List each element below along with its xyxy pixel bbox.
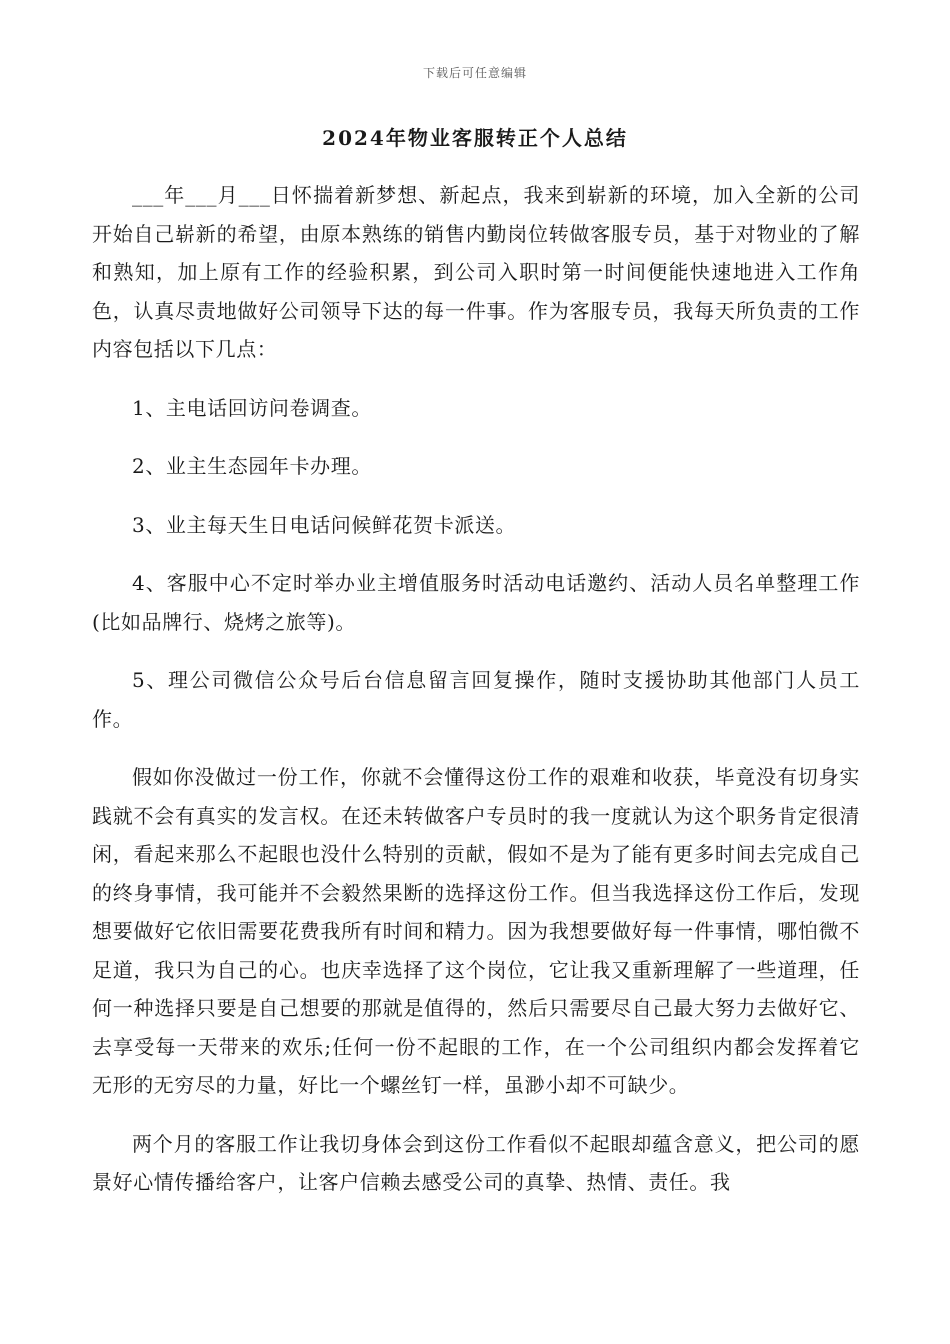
list-item-1: 1、主电话回访问卷调查。 (132, 395, 372, 420)
document-body (92, 176, 860, 1202)
header-note: 下载后可任意编辑 (422, 66, 527, 80)
list-item-2: 2、业主生态园年卡办理。 (132, 454, 372, 478)
paragraph-intro: ___年___月___日怀揣着新梦想、新起点，我来到崭新的环境，加入全新的公司开始自己崭新的希望，由原本熟练的销售内勤岗位转做客服专员，基于对物业的了解和熟知，加上原有工作的经验积累，到公司入职时第一时间便能快速地进入工作角色，认真尽责地做好公司领导下达的每一件事。作为客服专员，我每天所负责的工作内容包括以下几点： (92, 183, 860, 361)
list-item-4: 4、客服中心不定时举办业主增值服务时活动电话邀约、活动人员名单整理工作(比如品牌行、烧烤之旅等)。 (92, 571, 860, 634)
document-title: 2024年物业客服转正个人总结 (322, 126, 628, 150)
list-item-5: 5、理公司微信公众号后台信息留言回复操作，随时支援协助其他部门人员工作。 (92, 668, 860, 731)
list-item-3: 3、业主每天生日电话问候鲜花贺卡派送。 (132, 512, 517, 537)
paragraph-reflection: 假如你没做过一份工作，你就不会懂得这份工作的艰难和收获，毕竟没有切身实践就不会有真实的发言权。在还未转做客户专员时的我一度就认为这个职务肯定很清闲，看起来那么不起眼也没什么特别的贡献，假如不是为了能有更多时间去完成自己的终身事情，我可能并不会毅然果断的选择这份工作。但当我选择这份工作后，发现想要做好它依旧需要花费我所有时间和精力。因为我想要做好每一件事情，哪怕微不足道，我只为自己的心。也庆幸选择了这个岗位，它让我又重新理解了一些道理，任何一种选择只要是自己想要的那就是值得的，然后只需要尽自己最大努力去做好它、去享受每一天带来的欢乐;任何一份不起眼的工作，在一个公司组织内都会发挥着它无形的无穷尽的力量，好比一个螺丝钉一样，虽渺小却不可缺少。 (92, 765, 860, 1097)
paragraph-closing: 两个月的客服工作让我切身体会到这份工作看似不起眼却蕴含意义，把公司的愿景好心情传播给客户，让客户信赖去感受公司的真挚、热情、责任。我 (92, 1131, 860, 1194)
